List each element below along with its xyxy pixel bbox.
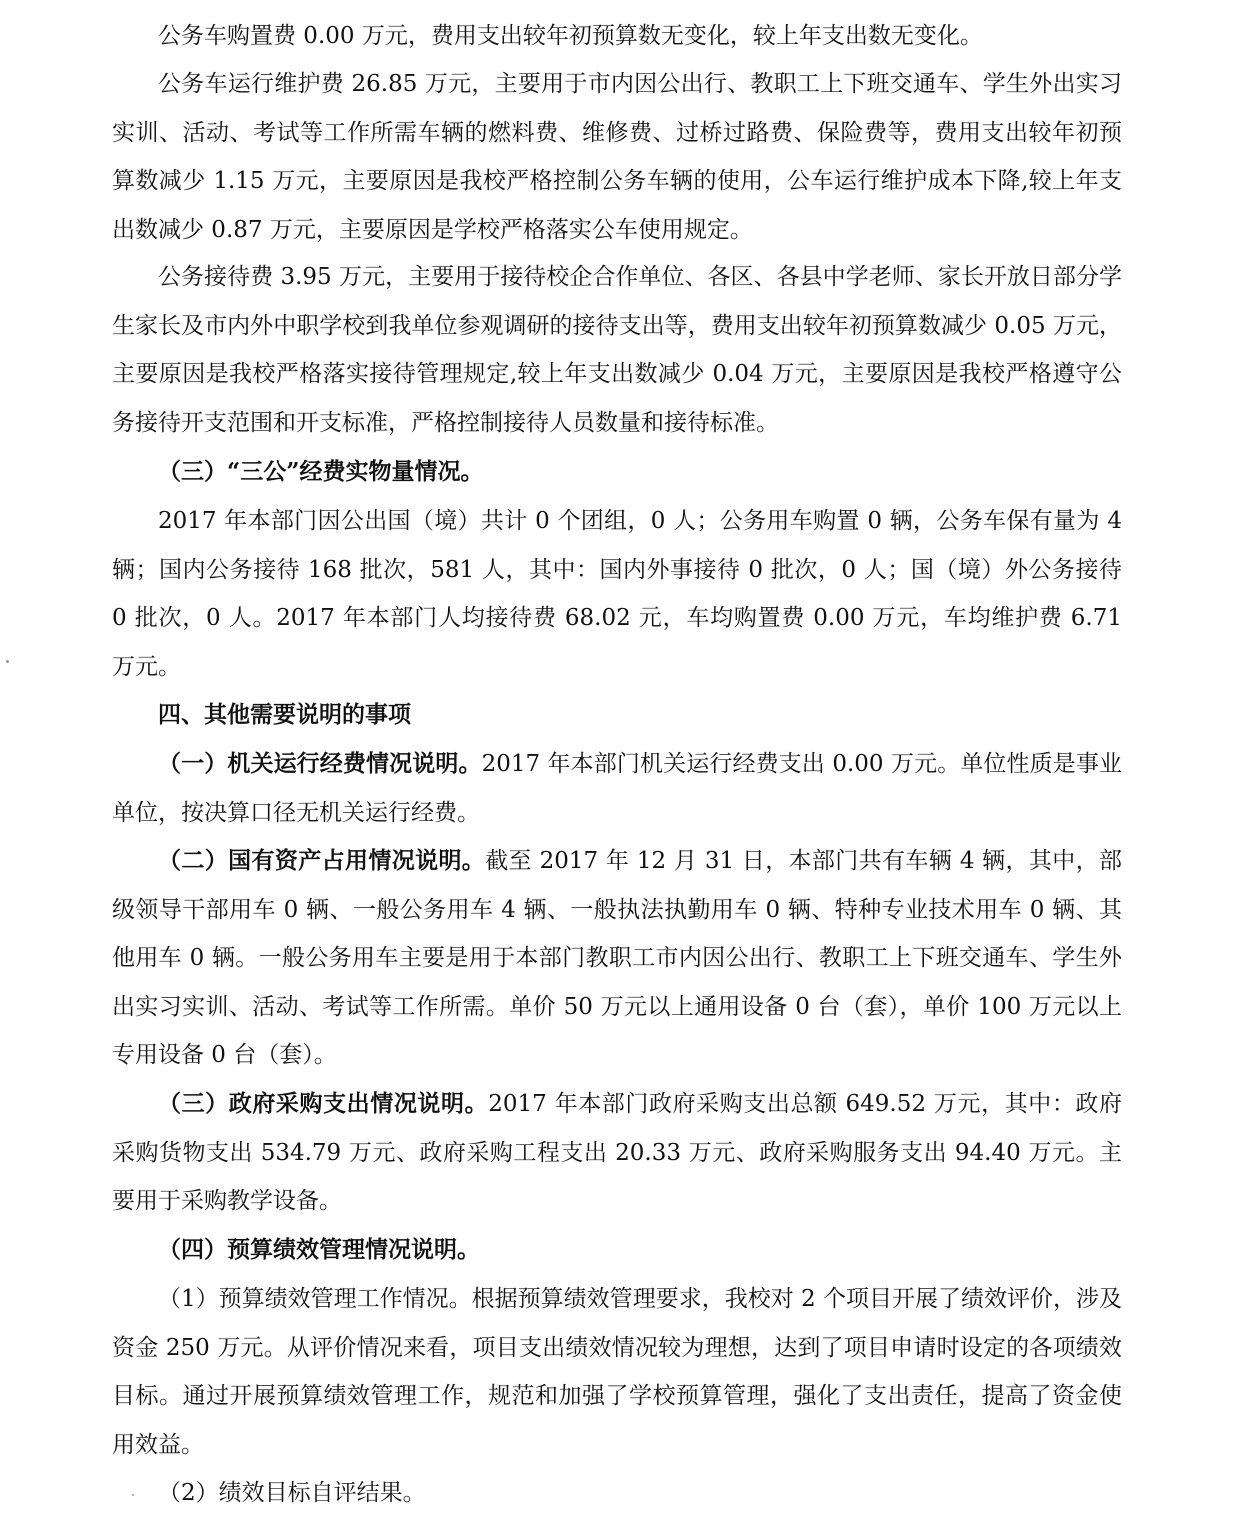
heading-text: （四）预算绩效管理情况说明。 [158,1236,480,1263]
paragraph-vehicle-purchase [112,12,1122,61]
paragraph-text: 公务车购置费 0.00 万元，费用支出较年初预算数无变化，较上年支出数无变化。 [158,23,983,49]
paragraph-operating-funds [112,740,1122,837]
paragraph-text: 2017 年本部门政府采购支出总额 649.52 万元，其中：政府采购货物支出 534.79 万元、政府采购工程支出 20.33 万元、政府采购服务支出 94.40 万元。主要用于采购教学设备。 [112,1091,1122,1214]
section-heading-physical-quantity [112,448,1122,497]
paragraph-self-evaluation [112,1469,1122,1518]
paragraph-physical-quantity [112,497,1122,691]
paragraph-government-procurement [112,1080,1122,1226]
paragraph-lead: （三）政府采购支出情况说明。 [158,1090,489,1117]
scan-speck [6,660,9,663]
paragraph-text: 2017 年本部门因公出国（境）共计 0 个团组，0 人；公务用车购置 0 辆，公务车保有量为 4 辆；国内公务接待 168 批次，581 人，其中：国内外事接待 0 批次，0 人；国（境）外公务接待 0 批次，0 人。2017 年本部门人均接待费 68.02 元，车均购置费 0.00 万元，车均维护费 6.71 万元。 [112,508,1122,680]
paragraph-text: （1）预算绩效管理工作情况。根据预算绩效管理要求，我校对 2 个项目开展了绩效评价，涉及资金 250 万元。从评价情况来看，项目支出绩效情况较为理想，达到了项目申请时设定的各项绩效目标。通过开展预算绩效管理工作，规范和加强了学校预算管理，强化了支出责任，提高了资金使用效益。 [112,1286,1122,1458]
section-heading-performance [112,1226,1122,1275]
section-heading-other-matters [112,691,1122,740]
paragraph-lead: （二）国有资产占用情况说明。 [158,847,486,874]
paragraph-text: 公务接待费 3.95 万元，主要用于接待校企合作单位、各区、各县中学老师、家长开放日部分学生家长及市内外中职学校到我单位参观调研的接待支出等，费用支出较年初预算数减少 0.05 万元，主要原因是我校严格落实接待管理规定,较上年支出数减少 0.04 万元，主要原因是我校严格遵守公务接待开支范围和开支标准，严格控制接待人员数量和接待标准。 [112,264,1122,436]
heading-text: （三）“三公”经费实物量情况。 [158,458,484,485]
paragraph-text: 公务车运行维护费 26.85 万元，主要用于市内因公出行、教职工上下班交通车、学生外出实习实训、活动、考试等工作所需车辆的燃料费、维修费、过桥过路费、保险费等，费用支出较年初预算数减少 1.15 万元，主要原因是我校严格控制公务车辆的使用，公车运行维护成本下降,较上年支出数减少 0.87 万元，主要原因是学校严格落实公车使用规定。 [112,71,1122,243]
paragraph-text: 2017 年本部门机关运行经费支出 0.00 万元。单位性质是事业单位，按决算口径无机关运行经费。 [112,751,1122,826]
paragraph-performance-work [112,1275,1122,1469]
paragraph-reception-expense [112,253,1122,447]
paragraph-text: 截至 2017 年 12 月 31 日，本部门共有车辆 4 辆，其中，部级领导干部用车 0 辆、一般公务用车 4 辆、一般执法执勤用车 0 辆、特种专业技术用车 0 辆、其他用车 0 辆。一般公务用车主要是用于本部门教职工市内因公出行、教职工上下班交通车、学生外出实习实训、活动、考试等工作所需。单价 50 万元以上通用设备 0 台（套），单价 100 万元以上专用设备 0 台（套）。 [112,848,1122,1068]
paragraph-lead: （一）机关运行经费情况说明。 [158,750,482,777]
heading-text: 四、其他需要说明的事项 [158,701,411,728]
paragraph-state-assets [112,837,1122,1080]
paragraph-text: （2）绩效目标自评结果。 [158,1480,426,1506]
scan-speck [132,1494,134,1496]
paragraph-vehicle-maintenance [112,60,1122,254]
